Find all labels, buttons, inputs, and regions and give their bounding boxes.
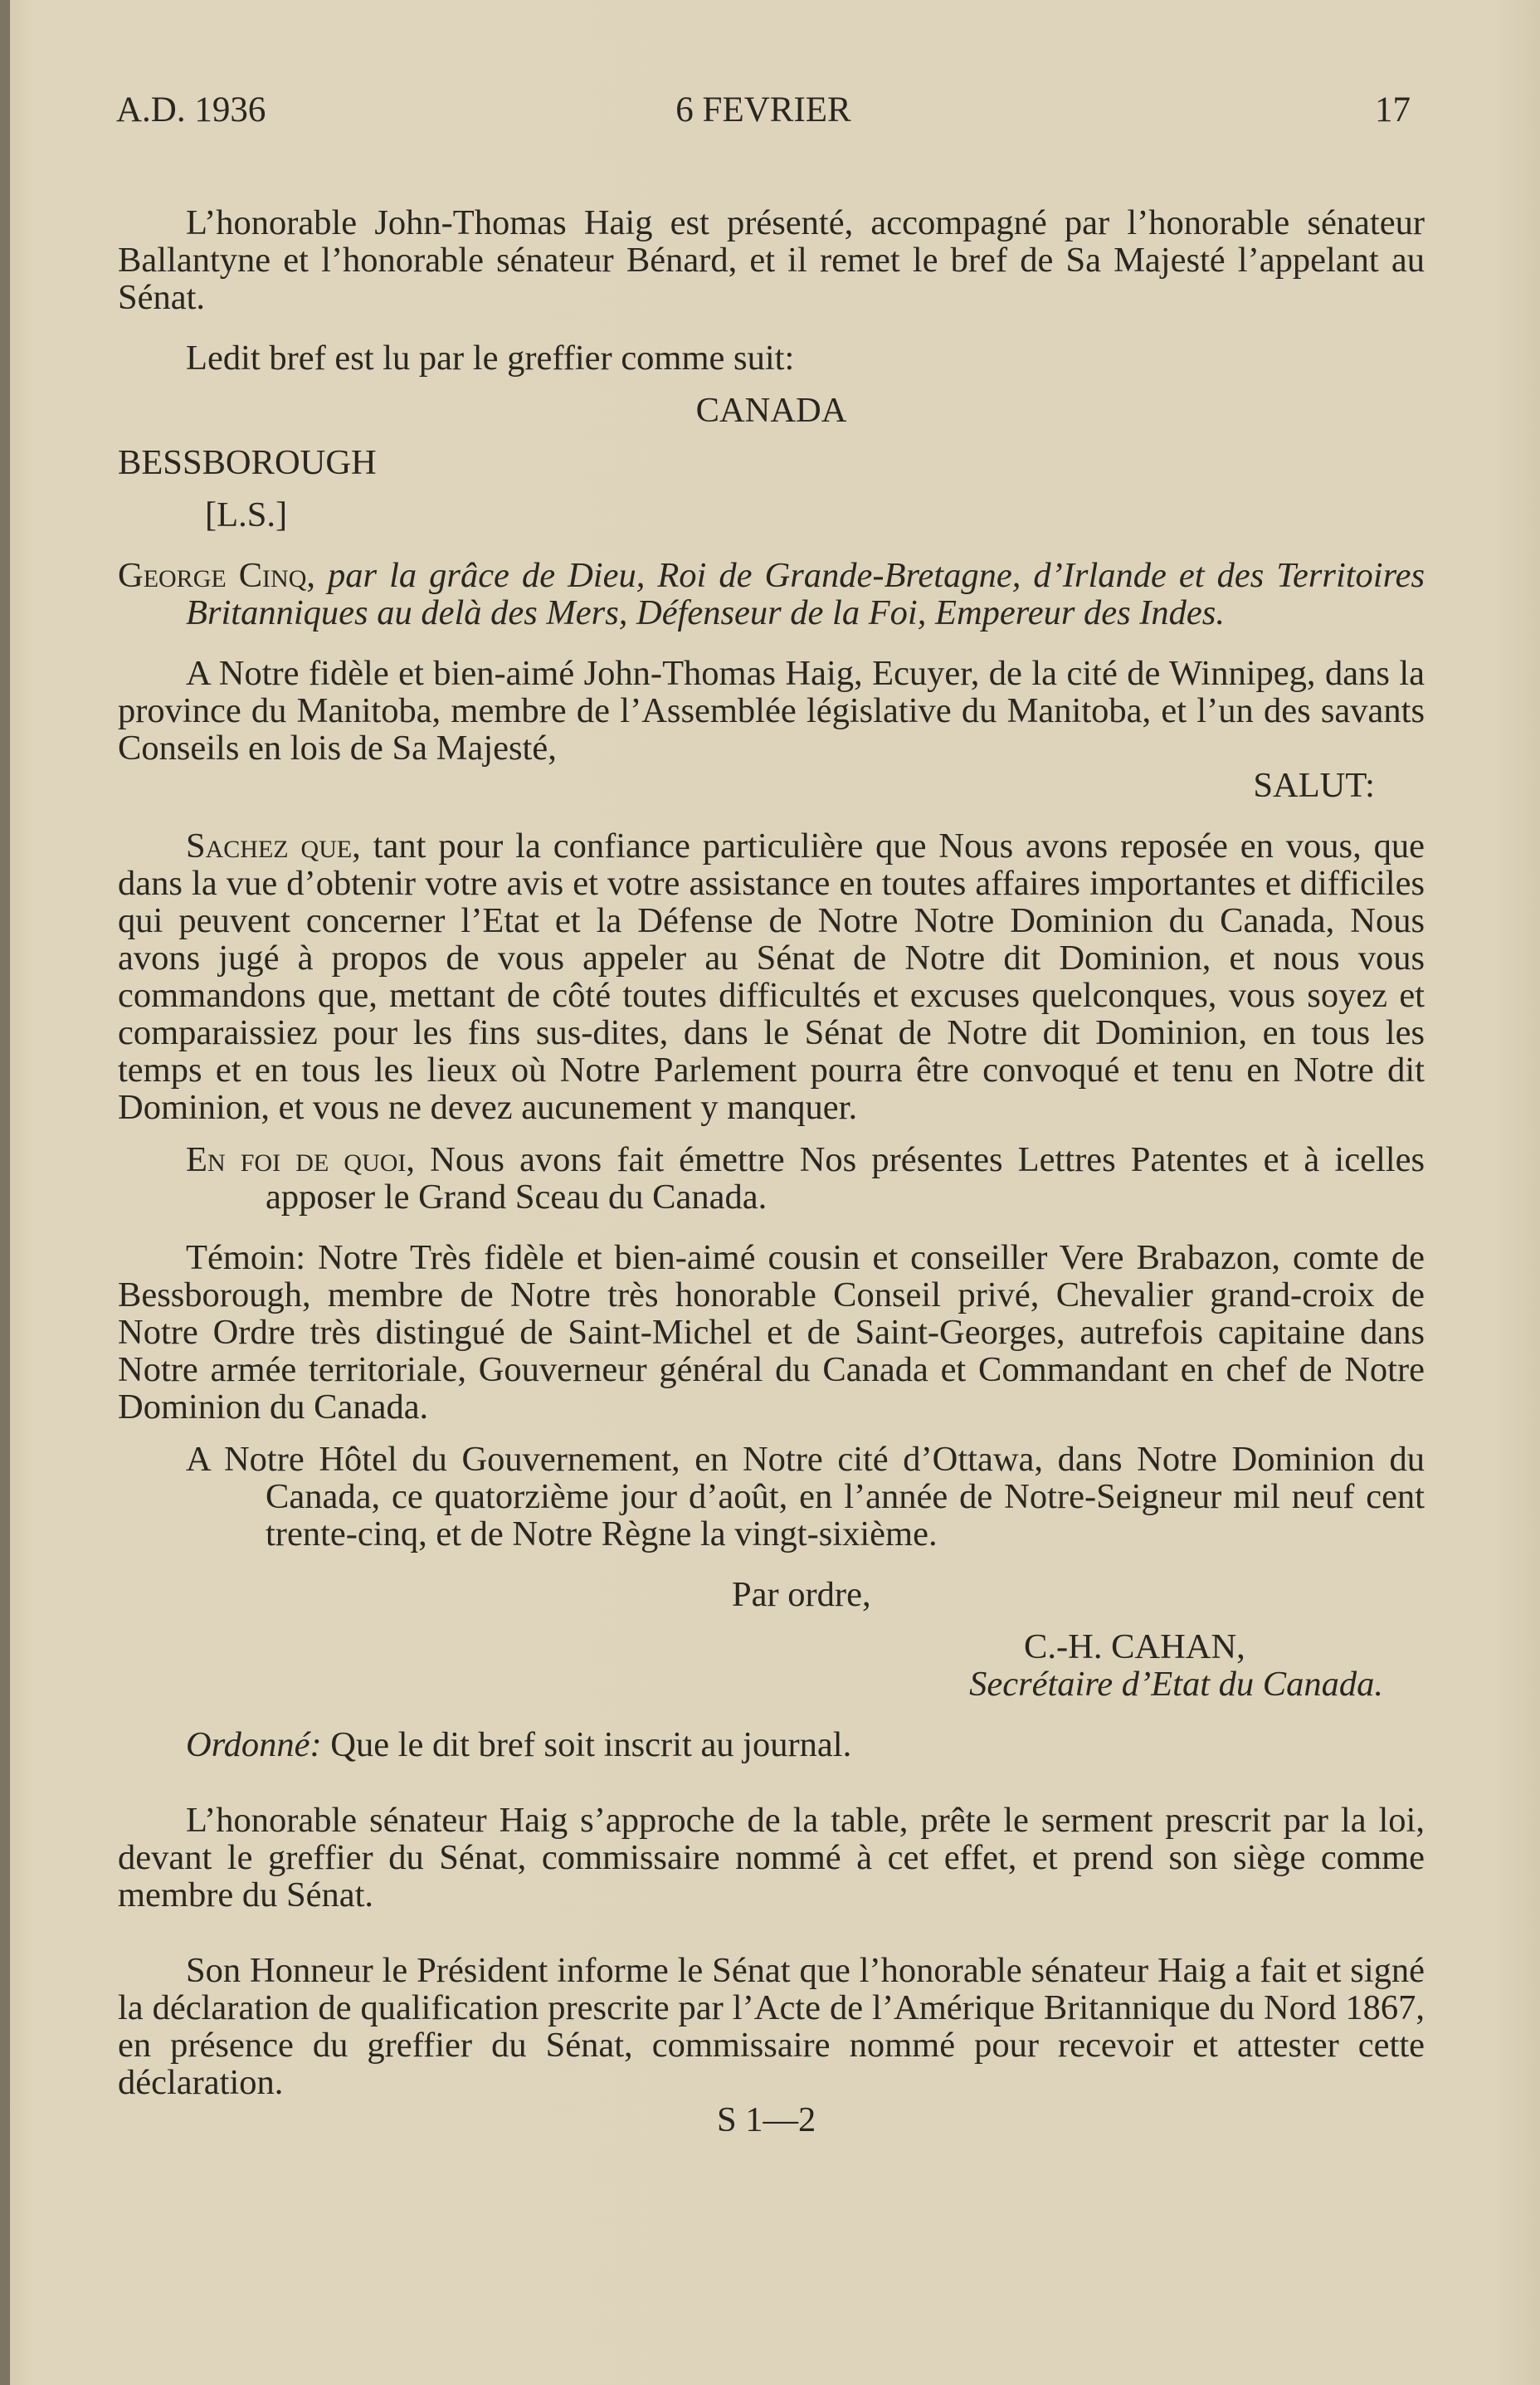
george-cinq-label: George Cinq, [118,556,315,595]
heading-canada: CANADA [695,391,847,430]
paragraph-son-honneur: Son Honneur le Président informe le Sénat que l’honorable sénateur Haig a fait et signé la déclaration de qualification prescrite par l’Acte de l’Amérique Britannique du Nord 1867, en présence du greffier du Sénat, commissaire nommé pour recevoir et attester cette déclaration. [118,1951,1425,2102]
paragraph-george-cinq [118,557,1425,632]
par-ordre: Par ordre, [732,1575,871,1614]
page-binding-edge [0,0,10,2385]
sachez-text: tant pour la confiance particulière que Nous avons reposée en vous, que dans la vue d’obtenir votre avis et votre assistance en toutes affaires importantes et difficiles qui peuvent concerner l’Etat et la Défense de Notre Notre Dominion du Canada, Nous avons jugé à propos de vous appeler au Sénat de Notre dit Dominion, et nous vous commandons que, mettant de côté toutes difficultés et excuses quelconques, vous soyez et comparaissiez pour les fins sus-dites, dans le Sénat de Notre dit Dominion, en tous les temps et en tous les lieux où Notre Parlement pourra être convoqué et tenu en Notre dit Dominion, et vous ne devez aucunement y manquer. [118,827,1425,1127]
page-body [118,204,1425,2139]
signature-mark: S 1—2 [717,2100,816,2139]
george-cinq-titles: par la grâce de Dieu, Roi de Grande-Bretagne, d’Irlande et des Territoires Britanniques au delà des Mers, Défenseur de la Foi, Empereur des Indes. [186,556,1425,632]
heading-bessborough: BESSBOROUGH [118,443,377,482]
header-date: 6 FEVRIER [675,90,851,129]
paragraph-presentation: L’honorable John-Thomas Haig est présenté, accompagné par l’honorable sénateur Ballantyne et l’honorable sénateur Bénard, et il remet le bref de Sa Majesté l’appelant au Sénat. [118,203,1425,317]
signatory-title: Secrétaire d’Etat du Canada. [969,1665,1383,1704]
header-year: A.D. 1936 [116,90,266,129]
page-number: 17 [1375,90,1411,129]
salut: SALUT: [1253,766,1375,805]
en-foi-text: Nous avons fait émettre Nos présentes Lettres Patentes et à icelles apposer le Grand Sceau du Canada. [266,1140,1425,1217]
paragraph-hotel: A Notre Hôtel du Gouvernement, en Notre cité d’Ottawa, dans Notre Dominion du Canada, ce quatorzième jour d’août, en l’année de Notre-Seigneur mil neuf cent trente-cinq, et de Notre Règne la vingt-sixième. [186,1440,1425,1553]
paragraph-serment: L’honorable sénateur Haig s’approche de la table, prête le serment prescrit par la loi, devant le greffier du Sénat, commissaire nommé à cet effet, et prend son siège comme membre du Sénat. [118,1801,1425,1914]
sachez-label: Sachez que, [186,827,361,866]
ordonne-label: Ordonné: [186,1725,322,1764]
signatory-name: C.-H. CAHAN, [1024,1627,1245,1666]
paragraph-temoin: Témoin: Notre Très fidèle et bien-aimé cousin et conseiller Vere Brabazon, comte de Bessborough, membre de Notre très honorable Conseil privé, Chevalier grand-croix de Notre Ordre très distingué de Saint-Michel et de Saint-Georges, autrefois capitaine dans Notre armée territoriale, Gouverneur général du Canada et Commandant en chef de Notre Dominion du Canada. [118,1238,1425,1427]
seal-mark: [L.S.] [205,495,288,534]
paragraph-sachez [118,827,1425,1126]
paragraph-notre-fidele: A Notre fidèle et bien-aimé John-Thomas Haig, Ecuyer, de la cité de Winnipeg, dans la province du Manitoba, membre de l’Assemblée législative du Manitoba, et l’un des savants Conseils en lois de Sa Majesté, [118,654,1425,768]
paragraph-bref-lu: Ledit bref est lu par le greffier comme suit: [186,339,795,378]
ordonne-text: Que le dit bref soit inscrit au journal. [321,1725,852,1764]
paragraph-ordonne [118,1726,1425,1763]
en-foi-label: En foi de quoi, [186,1140,416,1179]
paragraph-en-foi [118,1141,1425,1216]
running-header [116,90,1411,139]
